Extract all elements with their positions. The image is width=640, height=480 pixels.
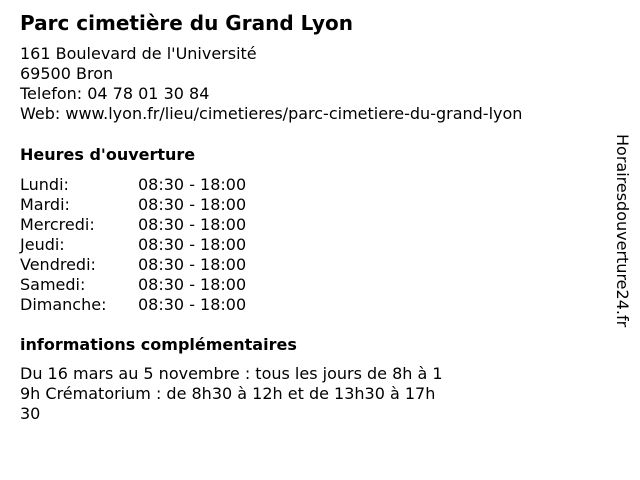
website-link[interactable]: Web: www.lyon.fr/lieu/cimetieres/parc-cimetiere-du-grand-lyon (20, 104, 523, 123)
day-label: Mardi: (20, 195, 70, 214)
day-label: Samedi: (20, 275, 86, 294)
hours-row-wednesday (20, 215, 246, 235)
day-label: Mercredi: (20, 215, 95, 234)
watermark-text: Horairesdouverture24.fr (613, 134, 632, 328)
time-range: 08:30 - 18:00 (138, 275, 247, 294)
time-range: 08:30 - 18:00 (138, 255, 247, 274)
hours-row-saturday (20, 275, 246, 295)
day-label: Jeudi: (20, 235, 65, 254)
time-range: 08:30 - 18:00 (138, 215, 247, 234)
hours-row-sunday (20, 295, 246, 315)
day-label: Vendredi: (20, 255, 96, 274)
hours-row-thursday (20, 235, 246, 255)
opening-hours-heading: Heures d'ouverture (20, 145, 196, 164)
phone-number: Telefon: 04 78 01 30 84 (20, 84, 210, 103)
address-block (20, 44, 522, 124)
hours-row-monday (20, 175, 246, 195)
day-label: Lundi: (20, 175, 69, 194)
time-range: 08:30 - 18:00 (138, 175, 247, 194)
additional-info-heading: informations complémentaires (20, 335, 297, 354)
hours-row-tuesday (20, 195, 246, 215)
time-range: 08:30 - 18:00 (138, 235, 247, 254)
place-title: Parc cimetière du Grand Lyon (20, 11, 353, 35)
opening-hours-table (20, 175, 246, 315)
hours-row-friday (20, 255, 246, 275)
address-city: 69500 Bron (20, 64, 114, 83)
day-label: Dimanche: (20, 295, 107, 314)
address-street: 161 Boulevard de l'Université (20, 44, 257, 63)
time-range: 08:30 - 18:00 (138, 295, 247, 314)
additional-info-text: Du 16 mars au 5 novembre : tous les jours de 8h à 19h Crématorium : de 8h30 à 12h et de 13h30 à 17h30 (20, 364, 443, 423)
time-range: 08:30 - 18:00 (138, 195, 247, 214)
